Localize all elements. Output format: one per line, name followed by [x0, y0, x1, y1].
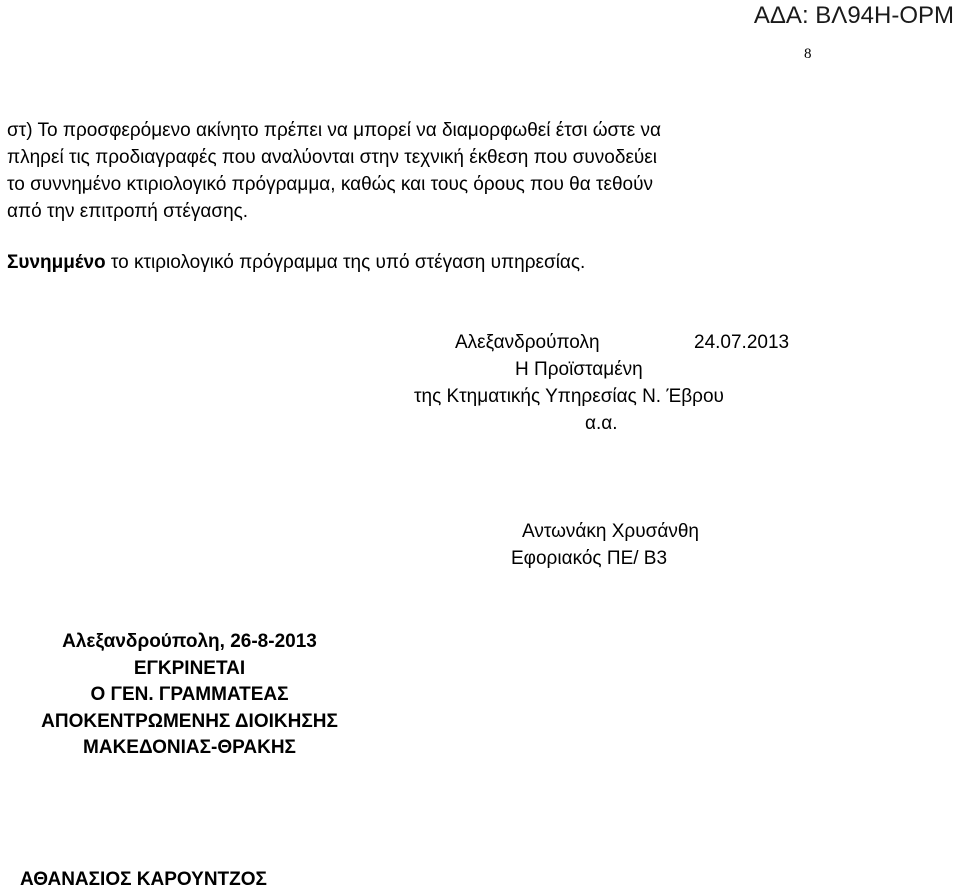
approval-signer-name: ΑΘΑΝΑΣΙΟΣ ΚΑΡΟΥΝΤΖΟΣ [20, 869, 267, 890]
approval-authority-line1: ΑΠΟΚΕΝΤΡΩΜΕΝΗΣ ΔΙΟΙΚΗΣΗΣ [41, 710, 338, 732]
signer-name: Αντωνάκη Χρυσάνθη [522, 521, 699, 542]
paragraph-line: από την επιτροπή στέγασης. [7, 201, 249, 222]
ada-code: ΑΔΑ: ΒΛ94Η-ΟΡΜ [753, 2, 954, 29]
signature-role: Η Προϊσταμένη [515, 359, 643, 380]
paragraph-line: πληρεί τις προδιαγραφές που αναλύονται στην τεχνική έκθεση που συνοδεύει [7, 147, 657, 168]
attachment-text: το κτιριολογικό πρόγραμμα της υπό στέγαση υπηρεσίας. [105, 252, 586, 273]
signature-on-behalf: α.α. [585, 413, 618, 434]
signature-place: Αλεξανδρούπολη [455, 332, 600, 353]
paragraph-st [7, 117, 847, 225]
paragraph-line: το συννημένο κτιριολογικό πρόγραμμα, καθώς και τους όρους που θα τεθούν [7, 174, 653, 195]
page-number: 8 [804, 46, 812, 62]
approval-place-date: Αλεξανδρούπολη, 26-8-2013 [62, 631, 317, 652]
approval-authority-line2: ΜΑΚΕΔΟΝΙΑΣ-ΘΡΑΚΗΣ [83, 737, 296, 758]
signature-date: 24.07.2013 [694, 332, 790, 353]
paragraph-line: στ) Το προσφερόμενο ακίνητο πρέπει να μπορεί να διαμορφωθεί έτσι ώστε να [7, 120, 662, 141]
approval-status: ΕΓΚΡΙΝΕΤΑΙ [133, 657, 246, 679]
attachment-note [7, 252, 585, 274]
signature-service: της Κτηματικής Υπηρεσίας Ν. Έβρου [414, 386, 724, 407]
approval-block [7, 629, 372, 762]
signer-title: Εφοριακός ΠΕ/ Β3 [511, 548, 668, 569]
approval-role: Ο ΓΕΝ. ΓΡΑΜΜΑΤΕΑΣ [90, 684, 289, 705]
attachment-label: Συνημμένο [7, 252, 106, 273]
